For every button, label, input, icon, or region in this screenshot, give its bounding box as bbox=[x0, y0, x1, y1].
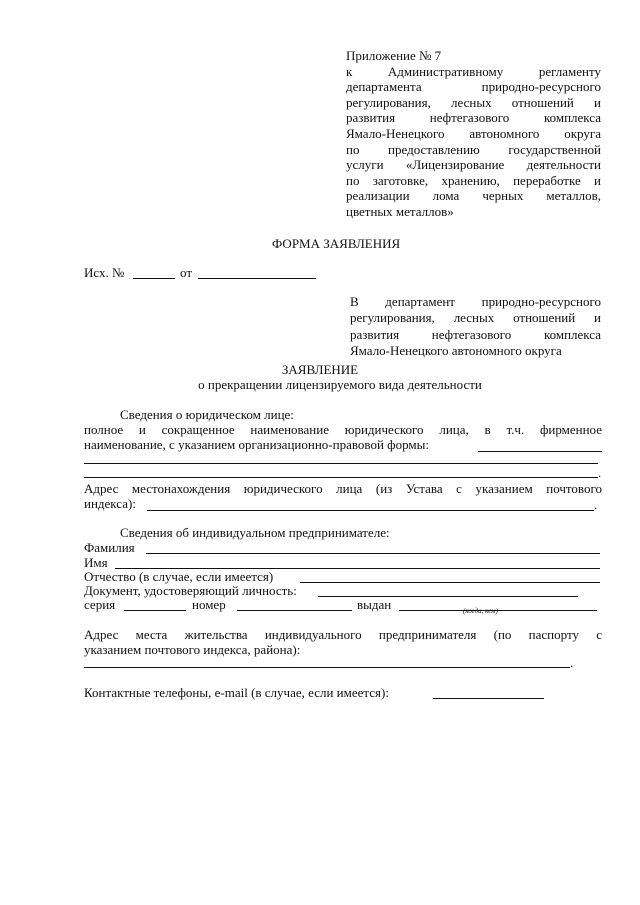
appendix-line: департамента природно-ресурсного bbox=[346, 79, 601, 95]
individual-address-label-2: указанием почтового индекса, района): bbox=[84, 642, 301, 657]
legal-entity-name-field[interactable] bbox=[478, 451, 602, 452]
issued-hint: (когда, кем) bbox=[463, 607, 498, 615]
contacts-label: Контактные телефоны, e-mail (в случае, если имеется): bbox=[84, 685, 389, 700]
addressee-line: развития нефтегазового комплекса bbox=[350, 326, 601, 342]
surname-label: Фамилия bbox=[84, 540, 135, 555]
legal-entity-name-field-continued[interactable] bbox=[84, 477, 598, 478]
application-title: ЗАЯВЛЕНИЕ bbox=[281, 362, 359, 377]
appendix-line: к Административному регламенту bbox=[346, 63, 601, 79]
legal-entity-address-period: . bbox=[594, 497, 598, 512]
individual-address-label-1: Адрес места жительства индивидуального предпринимателя (по паспорту с bbox=[84, 627, 602, 642]
series-label: серия bbox=[84, 597, 116, 612]
appendix-line: по предоставлению государственной bbox=[346, 141, 601, 157]
legal-entity-address-label-1: Адрес местонахождения юридического лица (из Устава с указанием почтового bbox=[84, 481, 602, 496]
appendix-line: развития нефтегазового комплекса bbox=[346, 110, 601, 126]
patronymic-field[interactable] bbox=[300, 582, 600, 583]
individual-heading: Сведения об индивидуальном предпринимателе: bbox=[120, 525, 390, 540]
outgoing-ref-label: Исх. № bbox=[84, 265, 125, 280]
surname-field[interactable] bbox=[146, 553, 600, 554]
legal-entity-heading: Сведения о юридическом лице: bbox=[120, 407, 294, 422]
appendix-line: Ямало-Ненецкого автономного округа bbox=[346, 125, 601, 141]
series-field[interactable] bbox=[124, 610, 186, 611]
legal-entity-name-period: . bbox=[598, 465, 602, 480]
appendix-line: по заготовке, хранению, переработке и bbox=[346, 172, 601, 188]
appendix-line: услуги «Лицензирование деятельности bbox=[346, 157, 601, 173]
legal-entity-name-label-1: полное и сокращенное наименование юридического лица, в т.ч. фирменное bbox=[84, 422, 602, 437]
contacts-field[interactable] bbox=[433, 698, 544, 699]
addressee-line: Ямало-Ненецкого автономного округа bbox=[350, 342, 562, 358]
first-name-label: Имя bbox=[84, 555, 108, 570]
outgoing-ref-field[interactable] bbox=[133, 278, 175, 279]
appendix-line: реализации лома черных металлов, bbox=[346, 188, 601, 204]
legal-entity-address-label-2: индекса): bbox=[84, 496, 136, 511]
individual-address-field[interactable] bbox=[84, 667, 570, 668]
number-field[interactable] bbox=[237, 610, 352, 611]
appendix-line: цветных металлов» bbox=[346, 203, 454, 219]
form-title: ФОРМА ЗАЯВЛЕНИЯ bbox=[272, 236, 401, 251]
issued-label: выдан bbox=[357, 597, 392, 612]
outgoing-date-field[interactable] bbox=[198, 278, 316, 279]
legal-entity-name-field-continued[interactable] bbox=[84, 463, 598, 464]
patronymic-label: Отчество (в случае, если имеется) bbox=[84, 569, 274, 584]
addressee-line: регулирования, лесных отношений и bbox=[350, 310, 601, 326]
outgoing-date-label: от bbox=[180, 265, 193, 280]
appendix-line: Приложение № 7 bbox=[346, 48, 442, 63]
individual-address-period: . bbox=[570, 655, 574, 670]
application-subtitle: о прекращении лицензируемого вида деятельности bbox=[198, 377, 482, 392]
issued-field[interactable] bbox=[399, 610, 597, 611]
addressee-line: В департамент природно-ресурсного bbox=[350, 294, 601, 309]
legal-entity-name-label-2: наименование, с указанием организационно-правовой формы: bbox=[84, 437, 429, 452]
addressee-block bbox=[350, 294, 601, 359]
appendix-line: регулирования, лесных отношений и bbox=[346, 94, 601, 110]
appendix-block bbox=[346, 48, 601, 220]
id-document-label: Документ, удостоверяющий личность: bbox=[84, 583, 297, 598]
legal-entity-address-field[interactable] bbox=[147, 510, 594, 511]
number-label: номер bbox=[192, 597, 226, 612]
